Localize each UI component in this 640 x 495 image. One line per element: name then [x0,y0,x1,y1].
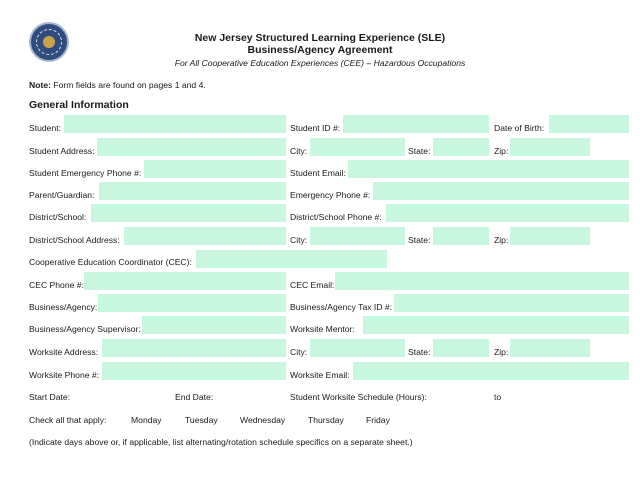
worksite-address-input[interactable] [102,339,286,357]
worksite-phone-input[interactable] [102,362,286,380]
district-zip-input[interactable] [510,227,590,245]
day-thursday[interactable]: Thursday [308,415,344,425]
student-address-label: Student Address: [29,146,95,156]
worksite-email-label: Worksite Email: [290,370,350,380]
form-title-line2: Business/Agency Agreement [247,44,393,56]
student-email-label: Student Email: [290,168,346,178]
district-state-input[interactable] [433,227,489,245]
worksite-city-label: City: [290,347,308,357]
parent-guardian-input[interactable] [99,182,286,200]
parent-guardian-label: Parent/Guardian: [29,190,95,200]
district-school-input[interactable] [91,204,286,222]
district-state-label: State: [408,235,431,245]
student-label: Student: [29,123,62,133]
start-date-label: Start Date: [29,392,71,402]
day-monday[interactable]: Monday [131,415,162,425]
business-supervisor-input[interactable] [142,316,286,334]
end-date-label: End Date: [175,392,214,402]
student-city-input[interactable] [310,138,405,156]
worksite-zip-label: Zip: [494,347,509,357]
day-wednesday[interactable]: Wednesday [240,415,286,425]
dob-label: Date of Birth: [494,123,545,133]
district-school-address-input[interactable] [124,227,286,245]
student-address-input[interactable] [97,138,286,156]
schedule-label: Student Worksite Schedule (Hours): [290,392,427,402]
day-tuesday[interactable]: Tuesday [185,415,218,425]
dob-input[interactable] [549,115,629,133]
cec-input[interactable] [196,250,387,268]
district-school-label: District/School: [29,212,87,222]
worksite-mentor-input[interactable] [363,316,629,334]
form-subtitle: For All Cooperative Education Experiences (CEE) – Hazardous Occupations [174,58,466,68]
district-school-phone-input[interactable] [386,204,629,222]
student-zip-input[interactable] [510,138,590,156]
note-text: Form fields are found on pages 1 and 4. [53,80,206,90]
cec-label: Cooperative Education Coordinator (CEC): [29,257,192,267]
business-agency-input[interactable] [98,294,286,312]
schedule-footnote: (Indicate days above or, if applicable, list alternating/rotation schedule specifics on a separate sheet.) [29,437,413,447]
student-emergency-phone-input[interactable] [144,160,286,178]
student-input[interactable] [64,115,286,133]
student-emergency-phone-label: Student Emergency Phone #: [29,168,142,178]
form-title-line1: New Jersey Structured Learning Experience (SLE) [194,32,446,44]
worksite-city-input[interactable] [310,339,405,357]
district-city-label: City: [290,235,308,245]
note [29,79,206,91]
days-label: Check all that apply: [29,415,107,425]
worksite-state-input[interactable] [433,339,489,357]
cec-phone-label: CEC Phone #: [29,280,84,290]
cec-email-input[interactable] [335,272,629,290]
student-id-label: Student ID #: [290,123,341,133]
student-state-label: State: [408,146,431,156]
district-city-input[interactable] [310,227,405,245]
cec-email-label: CEC Email: [290,280,335,290]
business-supervisor-label: Business/Agency Supervisor: [29,324,141,334]
student-email-input[interactable] [348,160,629,178]
worksite-address-label: Worksite Address: [29,347,99,357]
emergency-phone-input[interactable] [373,182,629,200]
day-friday[interactable]: Friday [366,415,390,425]
district-zip-label: Zip: [494,235,509,245]
business-tax-id-input[interactable] [394,294,629,312]
worksite-zip-input[interactable] [510,339,590,357]
worksite-mentor-label: Worksite Mentor: [290,324,355,334]
note-label: Note: [29,80,51,90]
district-school-phone-label: District/School Phone #: [290,212,382,222]
student-zip-label: Zip: [494,146,509,156]
worksite-phone-label: Worksite Phone #: [29,370,100,380]
student-id-input[interactable] [343,115,489,133]
worksite-state-label: State: [408,347,431,357]
emergency-phone-label: Emergency Phone #: [290,190,371,200]
student-state-input[interactable] [433,138,489,156]
section-title: General Information [29,99,129,111]
cec-phone-input[interactable] [84,272,286,290]
business-agency-label: Business/Agency: [29,302,98,312]
worksite-email-input[interactable] [353,362,629,380]
schedule-to-label: to [494,392,502,402]
business-tax-id-label: Business/Agency Tax ID #: [290,302,393,312]
district-school-address-label: District/School Address: [29,235,120,245]
student-city-label: City: [290,146,308,156]
